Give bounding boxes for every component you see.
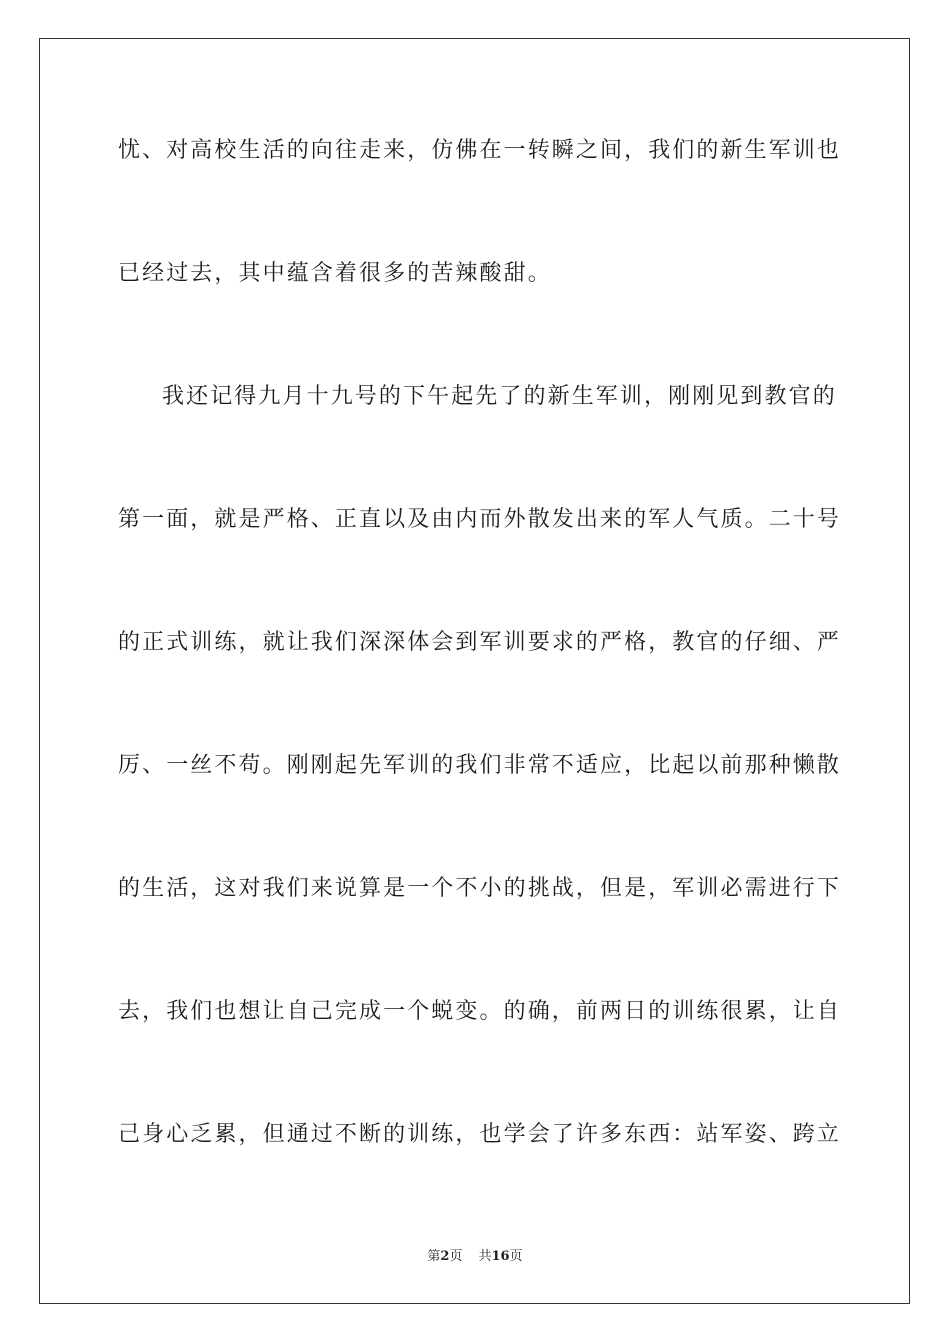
total-prefix: 共 bbox=[478, 1249, 492, 1264]
page-suffix: 页 bbox=[449, 1249, 463, 1264]
page-border bbox=[39, 38, 910, 1304]
total-pages: 16 bbox=[491, 1249, 510, 1264]
body-text-line-4: 第一面，就是严格、正直以及由内而外散发出来的军人气质。二十号 bbox=[118, 507, 842, 532]
body-text-line-2: 已经过去，其中蕴含着很多的苦辣酸甜。 bbox=[118, 261, 552, 286]
body-text-line-5: 的正式训练，就让我们深深体会到军训要求的严格，教官的仔细、严 bbox=[118, 630, 842, 655]
page-footer bbox=[0, 1248, 950, 1266]
page-number: 2 bbox=[440, 1249, 450, 1264]
total-suffix: 页 bbox=[509, 1249, 523, 1264]
body-text-line-8: 去，我们也想让自己完成一个蜕变。的确，前两日的训练很累，让自 bbox=[118, 999, 842, 1024]
body-text-line-9: 己身心乏累，但通过不断的训练，也学会了许多东西：站军姿、跨立 bbox=[118, 1122, 842, 1147]
body-text-line-6: 厉、一丝不苟。刚刚起先军训的我们非常不适应，比起以前那种懒散 bbox=[118, 753, 842, 778]
body-text-line-1: 忧、对高校生活的向往走来，仿佛在一转瞬之间，我们的新生军训也 bbox=[118, 138, 842, 163]
body-text-line-3: 我还记得九月十九号的下午起先了的新生军训，刚刚见到教官的 bbox=[162, 384, 837, 409]
body-text-line-7: 的生活，这对我们来说算是一个不小的挑战，但是，军训必需进行下 bbox=[118, 876, 842, 901]
page-prefix: 第 bbox=[427, 1249, 441, 1264]
